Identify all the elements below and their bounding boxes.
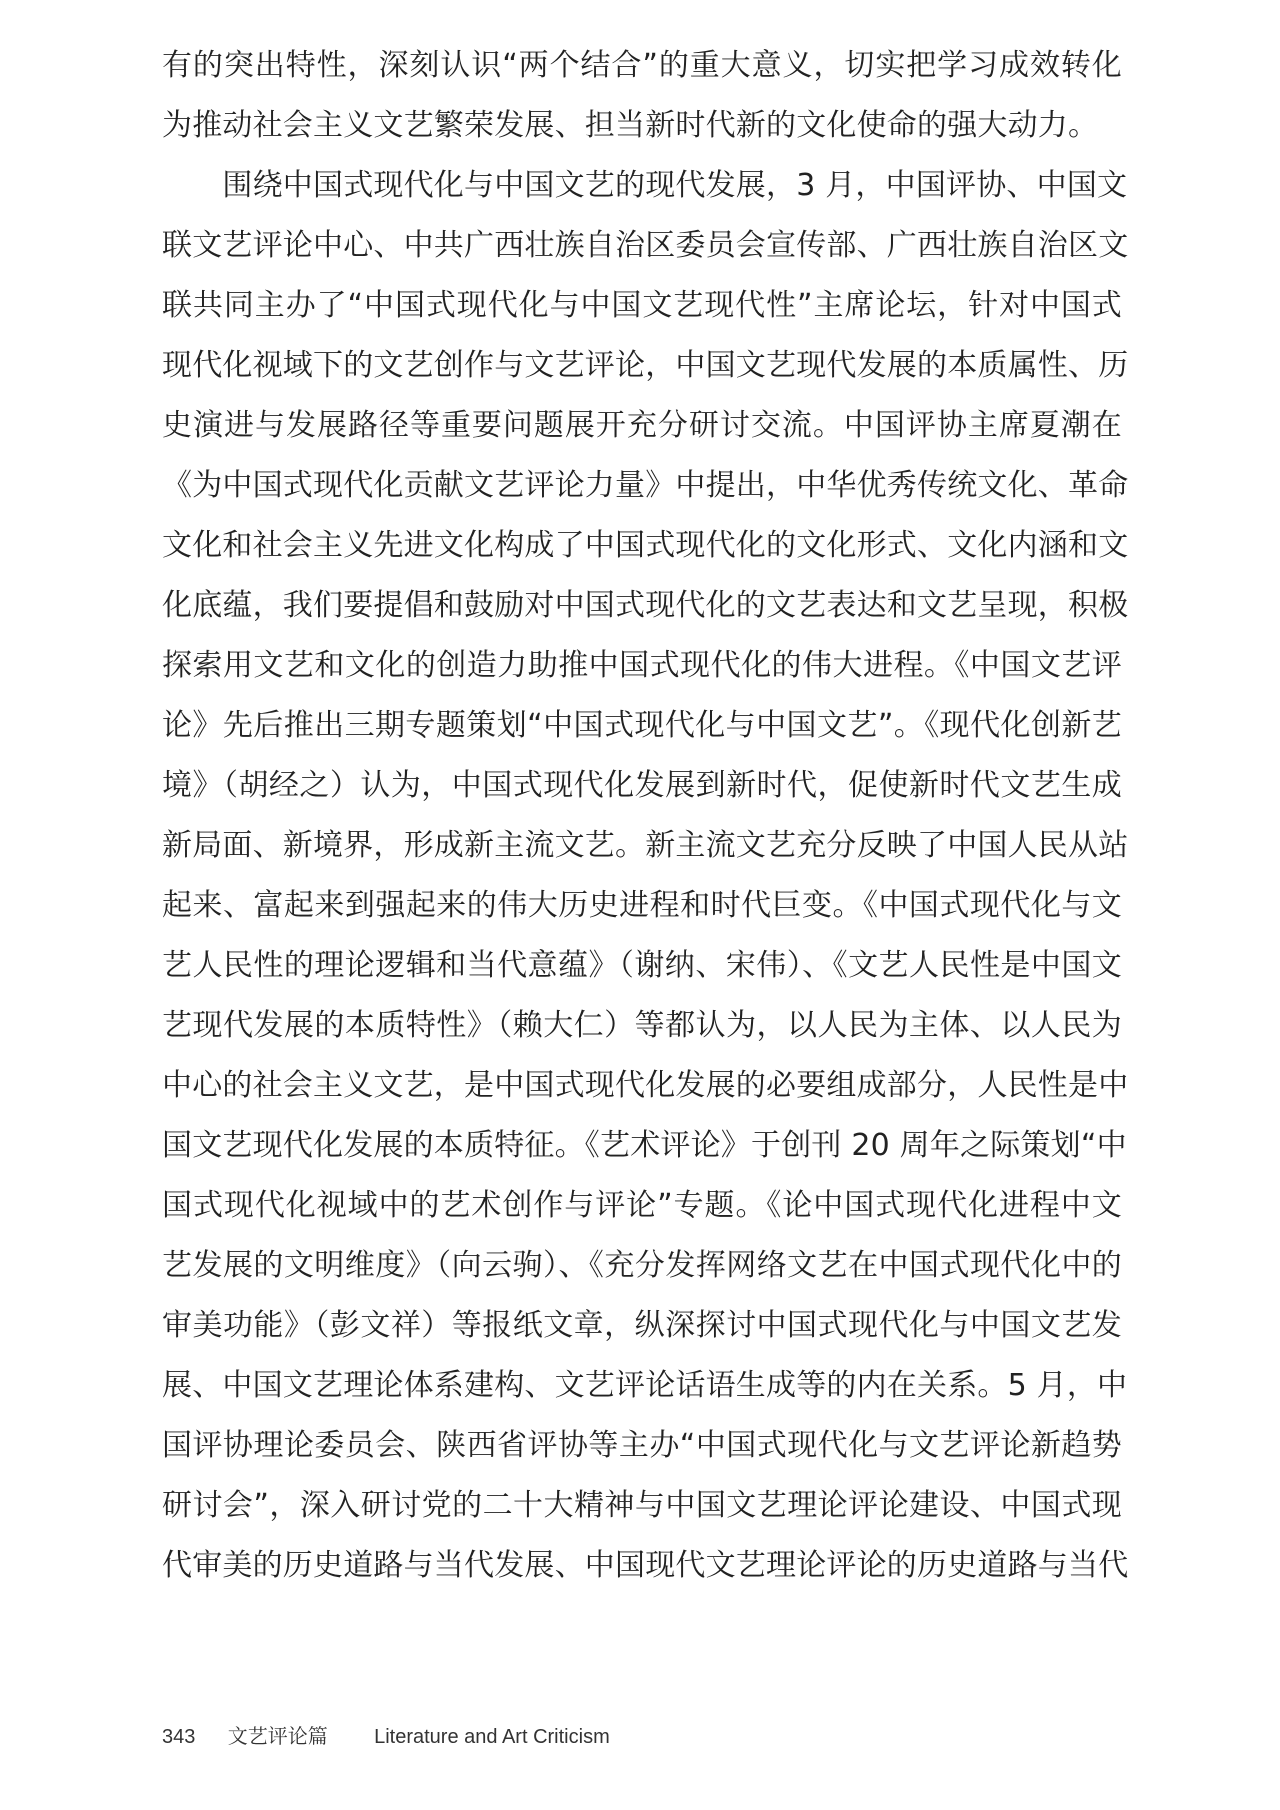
text-line: 起来、富起来到强起来的伟大历史进程和时代巨变。《中国式现代化与文 xyxy=(162,888,1122,923)
section-title-en: Literature and Art Criticism xyxy=(374,1726,610,1748)
text-line: 现代化视域下的文艺创作与文艺评论，中国文艺现代发展的本质属性、历 xyxy=(162,348,1129,383)
text-line: 《为中国式现代化贡献文艺评论力量》中提出，中华优秀传统文化、革命 xyxy=(162,468,1129,503)
text-line: 代审美的历史道路与当代发展、中国现代文艺理论评论的历史道路与当代 xyxy=(162,1548,1129,1583)
text-line: 艺现代发展的本质特性》（赖大仁）等都认为，以人民为主体、以人民为 xyxy=(162,1008,1122,1043)
text-line: 化底蕴，我们要提倡和鼓励对中国式现代化的文艺表达和文艺呈现，积极 xyxy=(162,588,1129,623)
text-line: 艺人民性的理论逻辑和当代意蕴》（谢纳、宋伟）、《文艺人民性是中国文 xyxy=(162,948,1122,983)
text-line: 境》（胡经之）认为，中国式现代化发展到新时代，促使新时代文艺生成 xyxy=(162,768,1122,803)
text-line: 探索用文艺和文化的创造力助推中国式现代化的伟大进程。《中国文艺评 xyxy=(162,648,1122,683)
text-line: 研讨会”，深入研讨党的二十大精神与中国文艺理论评论建设、中国式现 xyxy=(162,1488,1122,1523)
section-title-cn: 文艺评论篇 xyxy=(227,1724,328,1748)
text-line: 中心的社会主义文艺，是中国式现代化发展的必要组成部分，人民性是中 xyxy=(162,1068,1129,1103)
text-line: 论》先后推出三期专题策划“中国式现代化与中国文艺”。《现代化创新艺 xyxy=(162,708,1122,743)
text-line: 国文艺现代化发展的本质特征。《艺术评论》于创刊 20 周年之际策划“中 xyxy=(162,1128,1127,1163)
text-line: 国式现代化视域中的艺术创作与评论”专题。《论中国式现代化进程中文 xyxy=(162,1188,1122,1223)
text-line: 新局面、新境界，形成新主流文艺。新主流文艺充分反映了中国人民从站 xyxy=(162,828,1129,863)
text-line: 联共同主办了“中国式现代化与中国文艺现代性”主席论坛，针对中国式 xyxy=(162,288,1122,323)
text-line: 国评协理论委员会、陕西省评协等主办“中国式现代化与文艺评论新趋势 xyxy=(162,1428,1122,1463)
page-footer xyxy=(162,1722,610,1751)
text-line: 文化和社会主义先进文化构成了中国式现代化的文化形式、文化内涵和文 xyxy=(162,528,1129,563)
text-line: 艺发展的文明维度》（向云驹）、《充分发挥网络文艺在中国式现代化中的 xyxy=(162,1248,1122,1283)
page-number: 343 xyxy=(162,1726,196,1748)
text-line: 为推动社会主义文艺繁荣发展、担当新时代新的文化使命的强大动力。 xyxy=(162,108,1099,143)
text-line: 围绕中国式现代化与中国文艺的现代发展，3 月，中国评协、中国文 xyxy=(162,168,1128,203)
text-line: 展、中国文艺理论体系建构、文艺评论话语生成等的内在关系。5 月，中 xyxy=(162,1368,1128,1403)
body-text xyxy=(162,36,1129,1596)
text-line: 有的突出特性，深刻认识“两个结合”的重大意义，切实把学习成效转化 xyxy=(162,48,1122,83)
text-line: 联文艺评论中心、中共广西壮族自治区委员会宣传部、广西壮族自治区文 xyxy=(162,228,1129,263)
text-line: 史演进与发展路径等重要问题展开充分研讨交流。中国评协主席夏潮在 xyxy=(162,408,1122,443)
text-line: 审美功能》（彭文祥）等报纸文章，纵深探讨中国式现代化与中国文艺发 xyxy=(162,1308,1122,1343)
